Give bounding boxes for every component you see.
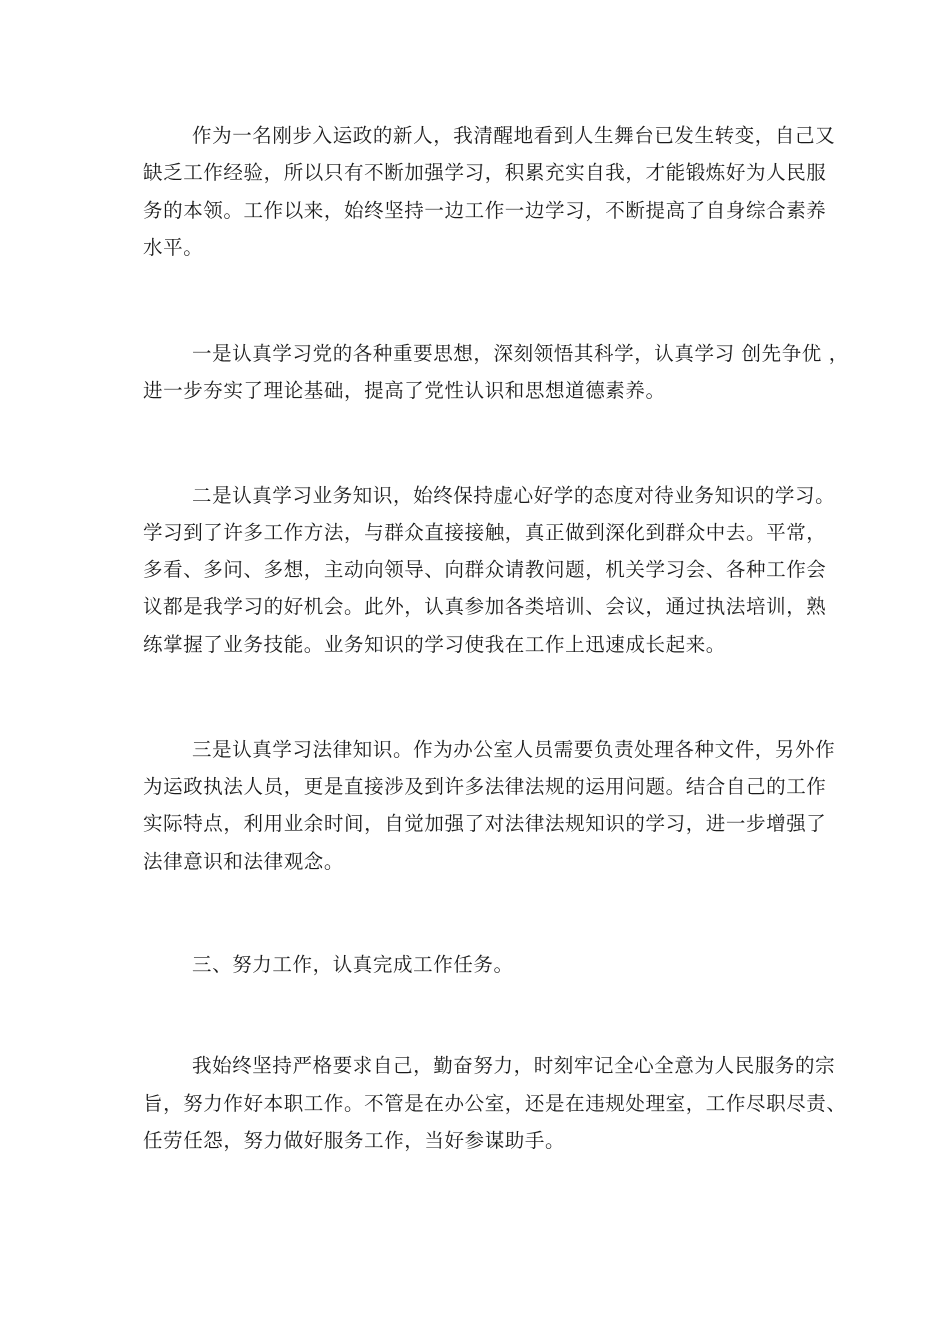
- paragraph-line: 作为一名刚步入运政的新人，我清醒地看到人生舞台已发生转变，自己又: [192, 124, 836, 147]
- paragraph-line: 实际特点，利用业余时间，自觉加强了对法律法规知识的学习，进一步增强了: [143, 812, 827, 835]
- paragraph-line: 为运政执法人员，更是直接涉及到许多法律法规的运用问题。结合自己的工作: [143, 775, 827, 798]
- paragraph-line: 练掌握了业务技能。业务知识的学习使我在工作上迅速成长起来。: [143, 633, 726, 656]
- paragraph-line: 旨，努力作好本职工作。不管是在办公室，还是在违规处理室，工作尽职尽责、: [143, 1092, 847, 1115]
- section-heading-text: 三、努力工作，认真完成工作任务。: [192, 953, 514, 976]
- paragraph-line: 学习到了许多工作方法，与群众直接接触，真正做到深化到群众中去。平常，: [143, 521, 827, 544]
- paragraph-line: 我始终坚持严格要求自己，勤奋努力，时刻牢记全心全意为人民服务的宗: [192, 1054, 836, 1077]
- paragraph-line: 进一步夯实了理论基础，提高了党性认识和思想道德素养。: [143, 379, 666, 402]
- paragraph-line: 一是认真学习党的各种重要思想，深刻领悟其科学，认真学习 创先争优 ，: [192, 342, 849, 365]
- paragraph-line: 议都是我学习的好机会。此外，认真参加各类培训、会议，通过执法培训，熟: [143, 595, 827, 618]
- paragraph-line: 法律意识和法律观念。: [143, 850, 345, 873]
- paragraph-line: 缺乏工作经验，所以只有不断加强学习，积累充实自我，才能锻炼好为人民服: [143, 161, 827, 184]
- paragraph-line: 二是认真学习业务知识，始终保持虚心好学的态度对待业务知识的学习。: [192, 484, 836, 507]
- paragraph-line: 任劳任怨，努力做好服务工作，当好参谋助手。: [143, 1129, 566, 1152]
- paragraph-line: 三是认真学习法律知识。作为办公室人员需要负责处理各种文件，另外作: [192, 738, 836, 761]
- paragraph-line: 务的本领。工作以来，始终坚持一边工作一边学习，不断提高了自身综合素养: [143, 199, 827, 222]
- paragraph-line: 多看、多问、多想，主动向领导、向群众请教问题，机关学习会、各种工作会: [143, 558, 827, 581]
- paragraph-line: 水平。: [143, 236, 204, 259]
